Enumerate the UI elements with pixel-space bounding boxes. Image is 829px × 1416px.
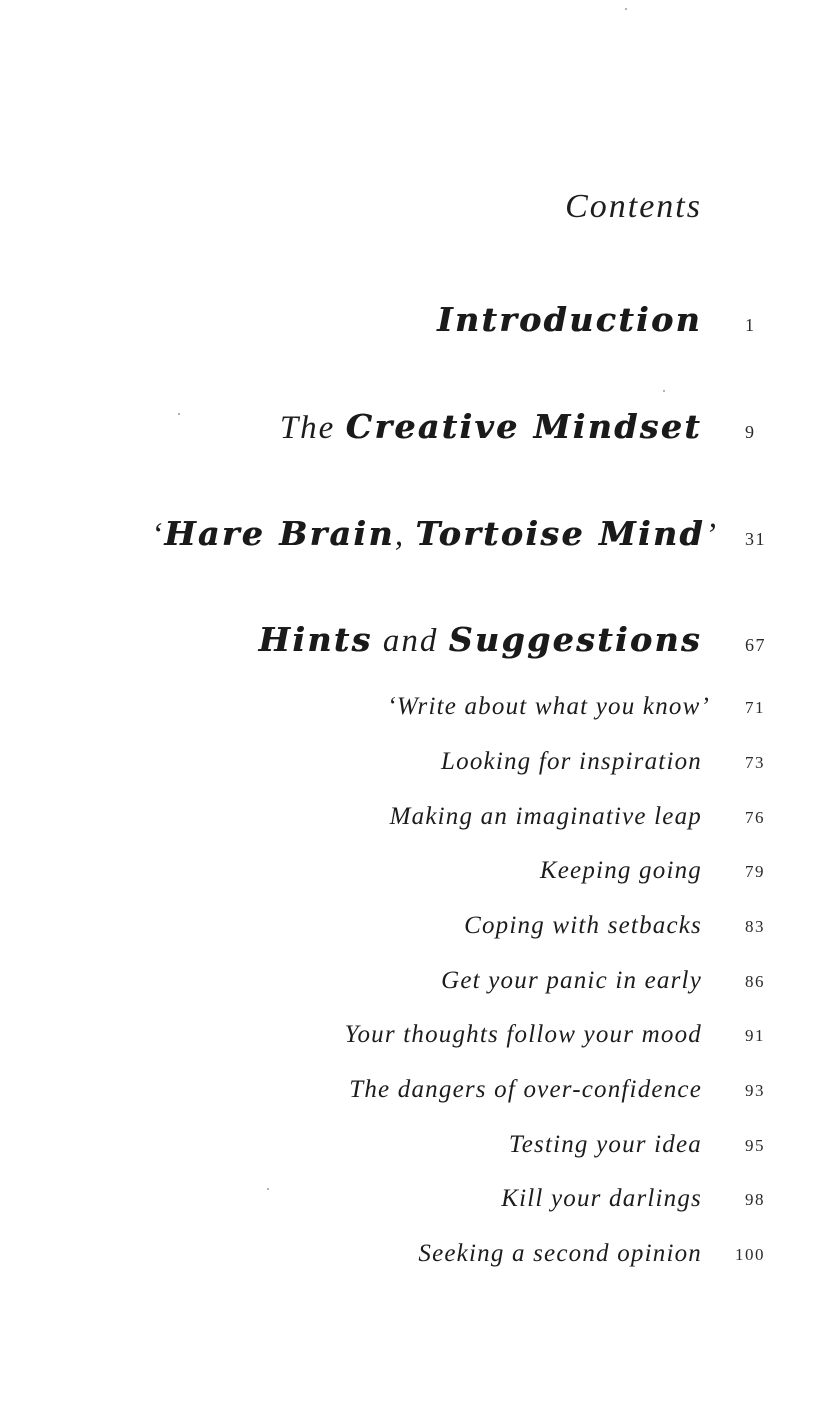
- toc-subentry-page: 100: [735, 1245, 765, 1264]
- toc-subentry-page: 91: [745, 1026, 765, 1045]
- toc-entry-page: 9: [745, 422, 756, 442]
- title-decorative-segment: Hints: [258, 620, 373, 659]
- toc-subentry-title: Keeping going: [539, 857, 702, 884]
- title-decorative-segment: Tortoise Mind: [415, 514, 705, 553]
- toc-subentry: [0, 955, 829, 995]
- toc-subentry-page: 86: [745, 972, 765, 991]
- page-title: Contents: [565, 188, 702, 225]
- toc-entry-title: [437, 300, 702, 340]
- toc-subentry-title: Coping with setbacks: [464, 912, 702, 939]
- toc-subentry-page: 71: [745, 698, 765, 717]
- toc-subentry-title: Testing your idea: [508, 1131, 702, 1158]
- toc-subentry-title: Looking for inspiration: [441, 748, 702, 775]
- scan-speck: [663, 390, 665, 392]
- toc-subentry-page: 83: [745, 917, 765, 936]
- toc-subentry: [0, 1064, 829, 1104]
- toc-subentry: [0, 736, 829, 776]
- scan-speck: [178, 413, 180, 415]
- toc-subentry-title: ‘Write about what you know’: [387, 693, 710, 720]
- toc-entry-hints-and-suggestions: [0, 620, 829, 660]
- toc-subentry-title: Get your panic in early: [441, 967, 702, 994]
- toc-subentry: [0, 681, 829, 721]
- scan-speck: [625, 8, 627, 10]
- toc-entry-title: [280, 407, 702, 447]
- toc-subentry-title: Making an imaginative leap: [389, 803, 702, 830]
- toc-subentry-page: 79: [745, 862, 765, 881]
- toc-subentry-title: Kill your darlings: [501, 1185, 702, 1212]
- toc-subentry: [0, 900, 829, 940]
- title-decorative-segment: Hare Brain: [164, 514, 395, 553]
- toc-entry-page: 31: [745, 529, 766, 549]
- toc-subentry: [0, 1173, 829, 1213]
- toc-entry-page: 67: [745, 635, 766, 655]
- toc-subentry-page: 95: [745, 1136, 765, 1155]
- title-decorative-segment: Creative Mindset: [345, 407, 702, 446]
- title-plain-segment: ,: [394, 517, 416, 553]
- toc-subentry-page: 73: [745, 753, 765, 772]
- title-decorative-segment: Introduction: [436, 300, 702, 339]
- toc-entry-page: 1: [745, 315, 756, 335]
- toc-subentry-title: Your thoughts follow your mood: [344, 1021, 702, 1048]
- toc-subentry: [0, 845, 829, 885]
- toc-subentry-page: 76: [745, 808, 765, 827]
- toc-entry-title: [259, 620, 702, 660]
- toc-subentry-title: The dangers of over-confidence: [349, 1076, 702, 1103]
- title-decorative-segment: Suggestions: [448, 620, 702, 659]
- toc-entry-title: [151, 514, 718, 554]
- toc-entry-hare-brain: [0, 514, 829, 554]
- title-plain-segment: The: [279, 410, 346, 446]
- scan-speck: [267, 1188, 269, 1190]
- toc-subentry: [0, 1119, 829, 1159]
- toc-subentry-page: 93: [745, 1081, 765, 1100]
- toc-subentry-title: Seeking a second opinion: [418, 1240, 702, 1267]
- toc-subentry-page: 98: [745, 1190, 765, 1209]
- toc-subentry: [0, 1009, 829, 1049]
- title-plain-segment: ‘: [151, 517, 165, 553]
- title-plain-segment: and: [372, 623, 449, 659]
- toc-subentry: [0, 1228, 829, 1268]
- toc-subentry: [0, 791, 829, 831]
- toc-entry-creative-mindset: [0, 407, 829, 447]
- title-plain-segment: ’: [705, 517, 718, 553]
- toc-entry-introduction: [0, 300, 829, 340]
